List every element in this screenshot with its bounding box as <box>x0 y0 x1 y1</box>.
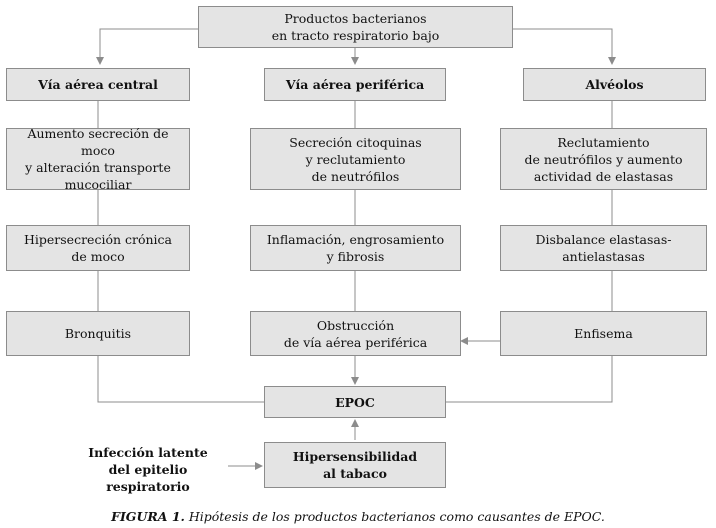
line-central-to-epoc <box>98 356 264 402</box>
box-hipersensibilidad-tabaco: Hipersensibilidad al tabaco <box>264 442 446 488</box>
box-secrecion-citoquinas: Secreción citoquinas y reclutamiento de neutrófilos <box>250 128 461 190</box>
arrow-top-to-alveolos <box>513 29 612 64</box>
box-enfisema: Enfisema <box>500 311 707 356</box>
line-alveolos-to-epoc <box>446 356 612 402</box>
figure-caption <box>0 509 716 524</box>
header-via-aerea-central: Vía aérea central <box>6 68 190 101</box>
arrow-top-to-central <box>100 29 198 64</box>
box-obstruccion-via-aerea: Obstrucción de vía aérea periférica <box>250 311 461 356</box>
box-reclutamiento-neutrofilos: Reclutamiento de neutrófilos y aumento actividad de elastasas <box>500 128 707 190</box>
box-aumento-secrecion-moco: Aumento secreción de moco y alteración transporte mucociliar <box>6 128 190 190</box>
box-disbalance-elastasas: Disbalance elastasas- antielastasas <box>500 225 707 271</box>
header-via-aerea-periferica: Vía aérea periférica <box>264 68 446 101</box>
caption-text: Hipótesis de los productos bacterianos como causantes de EPOC. <box>184 509 605 524</box>
top-box-productos-bacterianos: Productos bacterianos en tracto respiratorio bajo <box>198 6 513 48</box>
box-epoc: EPOC <box>264 386 446 418</box>
box-bronquitis: Bronquitis <box>6 311 190 356</box>
header-alveolos: Alvéolos <box>523 68 706 101</box>
label-infeccion-latente: Infección latente del epitelio respiratorio <box>88 445 208 494</box>
caption-label: FIGURA 1. <box>111 509 185 524</box>
box-inflamacion-fibrosis: Inflamación, engrosamiento y fibrosis <box>250 225 461 271</box>
box-hipersecrecion-cronica: Hipersecreción crónica de moco <box>6 225 190 271</box>
